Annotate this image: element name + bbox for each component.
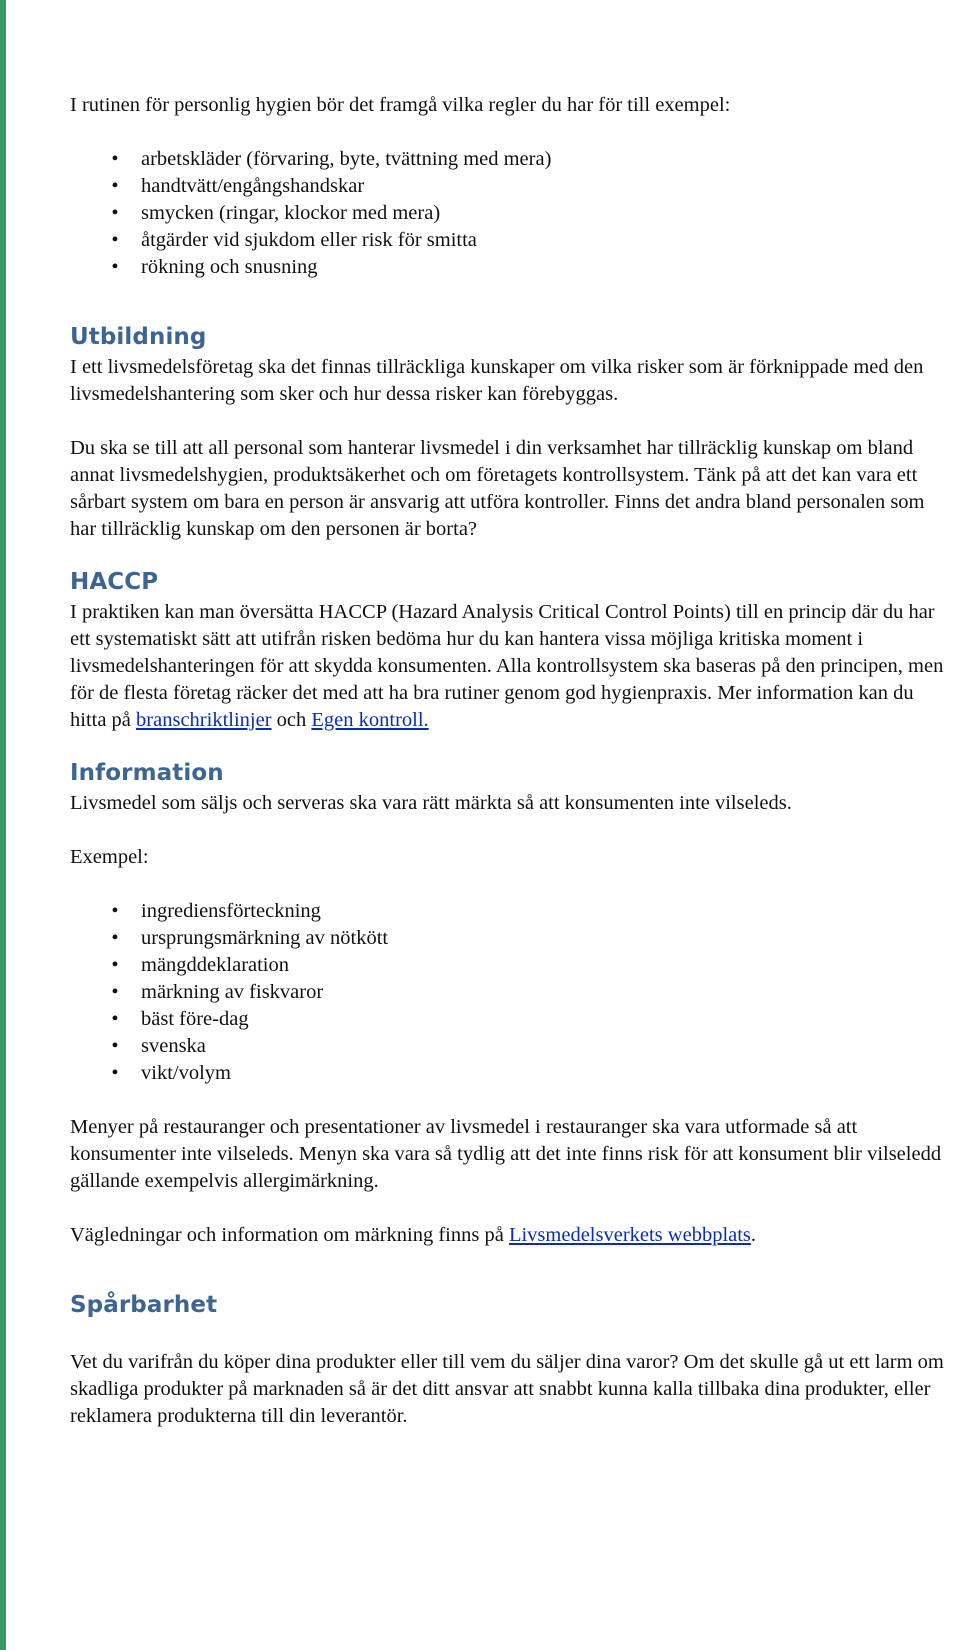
hygiene-intro: I rutinen för personlig hygien bör det framgå vilka regler du har för till exempel: <box>70 94 731 116</box>
branschriktlinjer-link[interactable]: branschriktlinjer <box>136 709 272 731</box>
sparbarhet-paragraph: Vet du varifrån du köper dina produkter eller till vem du säljer dina varor? Om det skulle gå ut ett larm om skadliga produkter på marknaden så är det ditt ansvar att snabbt kunna kalla tillbaka dina produkter, eller reklamera produkterna till din leverantör. <box>70 1351 944 1427</box>
livsmedelsverket-link[interactable]: Livsmedelsverkets webbplats <box>508 1224 751 1246</box>
list-item: • bäst före-dag <box>70 1006 950 1033</box>
bullet-icon: • <box>111 900 119 922</box>
bullet-icon: • <box>111 229 119 251</box>
list-item: • vikt/volym <box>70 1060 950 1087</box>
information-paragraph-2: Menyer på restauranger och presentationer av livsmedel i restauranger ska vara utformade så att konsumenter inte vilseleds. Menyn ska vara så tydlig att det inte finns risk för att konsument blir vilseledd gällande exempelvis allergimärkning. <box>70 1116 942 1192</box>
list-item: • arbetskläder (förvaring, byte, tvättning med mera) <box>70 146 950 173</box>
bullet-icon: • <box>111 927 119 949</box>
list-item: • åtgärder vid sjukdom eller risk för smitta <box>70 227 950 254</box>
utbildning-paragraph-2: Du ska se till att all personal som hanterar livsmedel i din verksamhet har tillräcklig kunskap om bland annat livsmedelshygien, produktsäkerhet och om företagets kontrollsystem. Tänk på att det kan vara ett sårbart system om bara en person är ansvarig att utföra kontroller. Finns det andra bland personalen som har tillräcklig kunskap om den personen är borta? <box>70 437 925 540</box>
heading-utbildning: Utbildning <box>70 324 207 350</box>
bullet-icon: • <box>111 954 119 976</box>
labeling-list <box>70 898 950 1087</box>
list-item: • svenska <box>70 1033 950 1060</box>
list-item: • ursprungsmärkning av nötkött <box>70 925 950 952</box>
bullet-icon: • <box>111 1062 119 1084</box>
document-body <box>70 92 950 1430</box>
information-paragraph-1: Livsmedel som säljs och serveras ska vara rätt märkta så att konsumenten inte vilseleds. <box>70 792 792 814</box>
bullet-icon: • <box>111 256 119 278</box>
bullet-icon: • <box>111 175 119 197</box>
bullet-icon: • <box>111 981 119 1003</box>
hygiene-list <box>70 146 950 281</box>
heading-sparbarhet: Spårbarhet <box>70 1292 218 1318</box>
bullet-icon: • <box>111 202 119 224</box>
heading-haccp: HACCP <box>70 569 159 595</box>
list-item: • smycken (ringar, klockor med mera) <box>70 200 950 227</box>
information-paragraph-3: Vägledningar och information om märkning finns på Livsmedelsverkets webbplats. <box>70 1224 757 1246</box>
heading-information: Information <box>70 760 224 786</box>
example-label: Exempel: <box>70 846 149 868</box>
haccp-paragraph: I praktiken kan man översätta HACCP (Hazard Analysis Critical Control Points) till en princip där du har ett systematiskt sätt att utifrån risken bedöma hur du kan hantera vissa möjliga kritiska moment i livsmedelshanteringen för att skydda konsumenten. Alla kontrollsystem ska baseras på den principen, men för de flesta företag räcker det med att ha bra rutiner genom god hygienpraxis. Mer information kan du hitta på branschriktlinjer och Egen kontroll. <box>70 601 944 731</box>
utbildning-paragraph-1: I ett livsmedelsföretag ska det finnas tillräckliga kunskaper om vilka risker som är förknippade med den livsmedelshantering som sker och hur dessa risker kan förebyggas. <box>70 356 924 405</box>
list-item: • handtvätt/engångshandskar <box>70 173 950 200</box>
list-item: • mängddeklaration <box>70 952 950 979</box>
egen-kontroll-link[interactable]: Egen kontroll. <box>311 709 429 731</box>
list-item: • ingrediensförteckning <box>70 898 950 925</box>
bullet-icon: • <box>111 1035 119 1057</box>
page-border <box>0 0 6 1650</box>
list-item: • rökning och snusning <box>70 254 950 281</box>
bullet-icon: • <box>111 1008 119 1030</box>
bullet-icon: • <box>111 148 119 170</box>
list-item: • märkning av fiskvaror <box>70 979 950 1006</box>
